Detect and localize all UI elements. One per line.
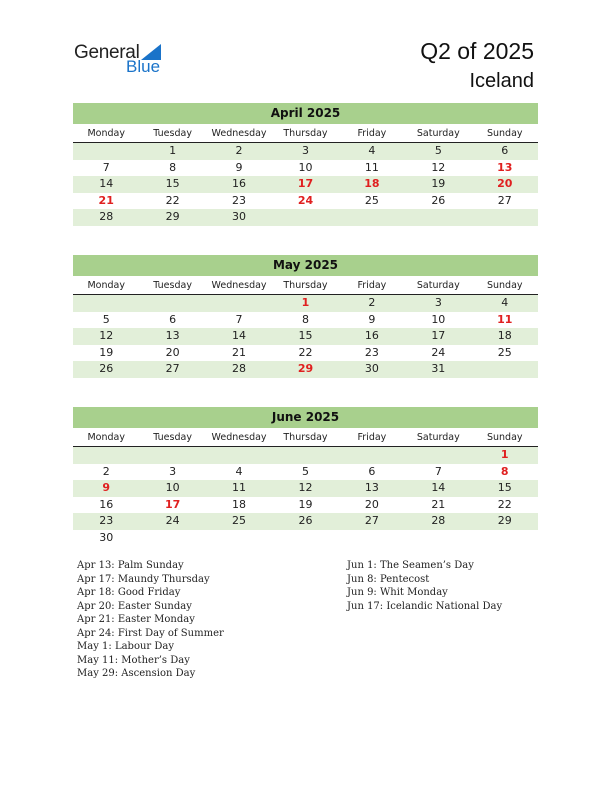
- week-row: [73, 447, 538, 464]
- weekday-label: Friday: [357, 280, 387, 291]
- day-cell: 30: [99, 530, 114, 544]
- day-cell: 24: [431, 345, 446, 359]
- day-cell: 15: [298, 329, 313, 343]
- day-cell: 14: [232, 329, 247, 343]
- week-row: [73, 345, 538, 362]
- day-cell: 3: [169, 464, 177, 478]
- day-cell: 22: [165, 193, 180, 207]
- day-cell: 15: [165, 177, 180, 191]
- holiday-list-left: [77, 559, 224, 681]
- weekday-label: Saturday: [416, 128, 460, 139]
- day-cell: 28: [232, 362, 247, 376]
- day-cell: 27: [497, 193, 512, 207]
- day-cell: 1: [500, 448, 509, 461]
- day-cell: [339, 447, 405, 464]
- day-cell: 23: [99, 514, 114, 528]
- day-cell: 17: [297, 177, 314, 191]
- day-cell: [472, 209, 538, 226]
- day-cell: 12: [431, 160, 446, 174]
- week-row: [73, 464, 538, 481]
- day-cell: 16: [232, 177, 247, 191]
- day-cell: 17: [164, 497, 181, 511]
- day-cell: [339, 209, 405, 226]
- day-cell: 12: [298, 481, 313, 495]
- day-cell: [206, 295, 272, 312]
- page-title: Q2 of 2025: [420, 38, 534, 64]
- day-cell: 14: [431, 481, 446, 495]
- logo-text-general: General: [74, 42, 140, 63]
- holiday-note: Apr 18: Good Friday: [77, 587, 181, 598]
- day-cell: 27: [364, 514, 379, 528]
- day-cell: 28: [431, 514, 446, 528]
- week-row: [73, 160, 538, 177]
- country-name: Iceland: [469, 70, 534, 92]
- weekday-label: Friday: [357, 432, 387, 443]
- week-row: [73, 209, 538, 226]
- day-cell: [405, 209, 471, 226]
- day-cell: 11: [364, 160, 379, 174]
- day-cell: 28: [99, 210, 114, 224]
- weekday-header-row: [73, 430, 538, 447]
- weekday-label: Wednesday: [211, 432, 267, 443]
- weekday-label: Thursday: [283, 280, 328, 291]
- holiday-list-right: [347, 559, 502, 613]
- day-cell: 19: [99, 345, 114, 359]
- month-calendar: [73, 103, 538, 226]
- day-cell: 2: [235, 144, 243, 157]
- day-cell: 18: [232, 497, 247, 511]
- month-header: May 2025: [73, 255, 538, 276]
- weekday-label: Monday: [87, 280, 125, 291]
- weekday-label: Wednesday: [211, 280, 267, 291]
- week-row: [73, 176, 538, 193]
- week-row: [73, 361, 538, 378]
- weekday-header-row: [73, 278, 538, 295]
- day-cell: 4: [501, 296, 509, 309]
- week-row: [73, 143, 538, 160]
- weekday-header-row: [73, 126, 538, 143]
- day-cell: 5: [301, 464, 309, 478]
- day-cell: 7: [434, 464, 442, 478]
- holiday-note: Jun 17: Icelandic National Day: [347, 600, 503, 612]
- weekday-label: Tuesday: [153, 432, 192, 443]
- day-cell: [405, 530, 471, 547]
- day-cell: [405, 447, 471, 464]
- day-cell: 7: [102, 160, 110, 174]
- day-cell: 25: [232, 514, 247, 528]
- holiday-note: Apr 24: First Day of Summer: [77, 627, 224, 639]
- holiday-note: Jun 9: Whit Monday: [347, 587, 448, 598]
- weekday-label: Thursday: [283, 432, 328, 443]
- day-cell: [339, 530, 405, 547]
- holiday-note: Apr 20: Easter Sunday: [77, 600, 192, 612]
- weekday-label: Saturday: [416, 280, 460, 291]
- weekday-label: Tuesday: [153, 128, 192, 139]
- day-cell: 8: [169, 160, 177, 174]
- day-cell: 26: [431, 193, 446, 207]
- day-cell: 2: [102, 464, 110, 478]
- day-cell: [272, 447, 338, 464]
- day-cell: 20: [165, 345, 180, 359]
- holiday-note: Jun 8: Pentecost: [347, 573, 430, 585]
- day-cell: [139, 295, 205, 312]
- week-row: [73, 530, 538, 547]
- month-header: June 2025: [73, 407, 538, 428]
- day-cell: 17: [431, 329, 446, 343]
- holiday-note: Jun 1: The Seamen’s Day: [347, 560, 474, 571]
- day-cell: 27: [165, 362, 180, 376]
- holiday-note: Apr 13: Palm Sunday: [77, 560, 184, 571]
- brand-logo: [74, 42, 174, 78]
- day-cell: 29: [165, 210, 180, 224]
- day-cell: 8: [301, 312, 309, 326]
- week-row: [73, 295, 538, 312]
- day-cell: 30: [232, 210, 247, 224]
- day-cell: 15: [497, 481, 512, 495]
- day-cell: 22: [497, 497, 512, 511]
- day-cell: 20: [497, 177, 513, 191]
- weekday-label: Monday: [87, 432, 125, 443]
- weekday-label: Tuesday: [153, 280, 192, 291]
- day-cell: 5: [434, 144, 442, 157]
- day-cell: 11: [497, 312, 513, 326]
- day-cell: [139, 530, 205, 547]
- week-row: [73, 497, 538, 514]
- day-cell: 30: [364, 362, 379, 376]
- holiday-note: May 29: Ascension Day: [77, 668, 196, 679]
- month-header: April 2025: [73, 103, 538, 124]
- day-cell: 23: [364, 345, 379, 359]
- month-calendar: [73, 255, 538, 378]
- day-cell: 6: [501, 144, 509, 157]
- day-cell: 26: [298, 514, 313, 528]
- weekday-label: Wednesday: [211, 128, 267, 139]
- day-cell: [206, 447, 272, 464]
- day-cell: 1: [301, 296, 310, 309]
- week-row: [73, 193, 538, 210]
- holiday-note: May 1: Labour Day: [77, 641, 174, 652]
- day-cell: 29: [497, 514, 512, 528]
- day-cell: [73, 143, 139, 160]
- day-cell: 8: [500, 464, 509, 478]
- day-cell: 9: [368, 312, 376, 326]
- day-cell: [472, 361, 538, 378]
- day-cell: 11: [232, 481, 247, 495]
- day-cell: [272, 530, 338, 547]
- weekday-label: Sunday: [486, 432, 523, 443]
- weekday-label: Friday: [357, 128, 387, 139]
- day-cell: 26: [99, 362, 114, 376]
- day-cell: 4: [235, 464, 243, 478]
- day-cell: 3: [301, 144, 309, 157]
- day-cell: 13: [165, 329, 180, 343]
- day-cell: 16: [364, 329, 379, 343]
- day-cell: 5: [102, 312, 110, 326]
- day-cell: [472, 530, 538, 547]
- day-cell: [73, 295, 139, 312]
- day-cell: 19: [298, 497, 313, 511]
- holiday-note: Apr 21: Easter Monday: [77, 614, 195, 625]
- weekday-label: Sunday: [486, 128, 523, 139]
- day-cell: 21: [232, 345, 247, 359]
- day-cell: 23: [232, 193, 247, 207]
- day-cell: 25: [497, 345, 512, 359]
- day-cell: 7: [235, 312, 243, 326]
- day-cell: 31: [431, 362, 446, 376]
- day-cell: 13: [364, 481, 379, 495]
- month-calendar: [73, 407, 538, 547]
- week-row: [73, 328, 538, 345]
- logo-text-blue: Blue: [126, 57, 161, 76]
- day-cell: 9: [235, 160, 243, 174]
- day-cell: 2: [368, 296, 376, 309]
- week-row: [73, 312, 538, 329]
- day-cell: 18: [497, 329, 512, 343]
- weekday-label: Sunday: [486, 280, 523, 291]
- day-cell: [73, 447, 139, 464]
- day-cell: 24: [165, 514, 180, 528]
- holiday-note: Apr 17: Maundy Thursday: [77, 573, 210, 585]
- day-cell: 3: [434, 296, 442, 309]
- day-cell: 12: [99, 329, 114, 343]
- day-cell: 21: [431, 497, 446, 511]
- weekday-label: Thursday: [283, 128, 328, 139]
- day-cell: [139, 447, 205, 464]
- day-cell: 25: [364, 193, 379, 207]
- day-cell: 6: [368, 464, 376, 478]
- day-cell: 29: [297, 362, 314, 376]
- day-cell: 16: [99, 497, 114, 511]
- day-cell: 6: [169, 312, 177, 326]
- day-cell: 10: [165, 481, 180, 495]
- day-cell: 19: [431, 177, 446, 191]
- day-cell: 1: [169, 144, 177, 157]
- day-cell: 4: [368, 144, 376, 157]
- weekday-label: Monday: [87, 128, 125, 139]
- day-cell: 13: [497, 160, 513, 174]
- week-row: [73, 513, 538, 530]
- day-cell: 22: [298, 345, 313, 359]
- day-cell: 24: [297, 193, 314, 207]
- day-cell: 18: [364, 177, 380, 191]
- day-cell: 20: [364, 497, 379, 511]
- day-cell: 21: [98, 193, 114, 207]
- day-cell: 10: [298, 160, 313, 174]
- weekday-label: Saturday: [416, 432, 460, 443]
- day-cell: [206, 530, 272, 547]
- day-cell: 9: [102, 481, 111, 495]
- day-cell: 10: [431, 312, 446, 326]
- week-row: [73, 480, 538, 497]
- day-cell: [272, 209, 338, 226]
- day-cell: 14: [99, 177, 114, 191]
- holiday-note: May 11: Mother’s Day: [77, 654, 190, 666]
